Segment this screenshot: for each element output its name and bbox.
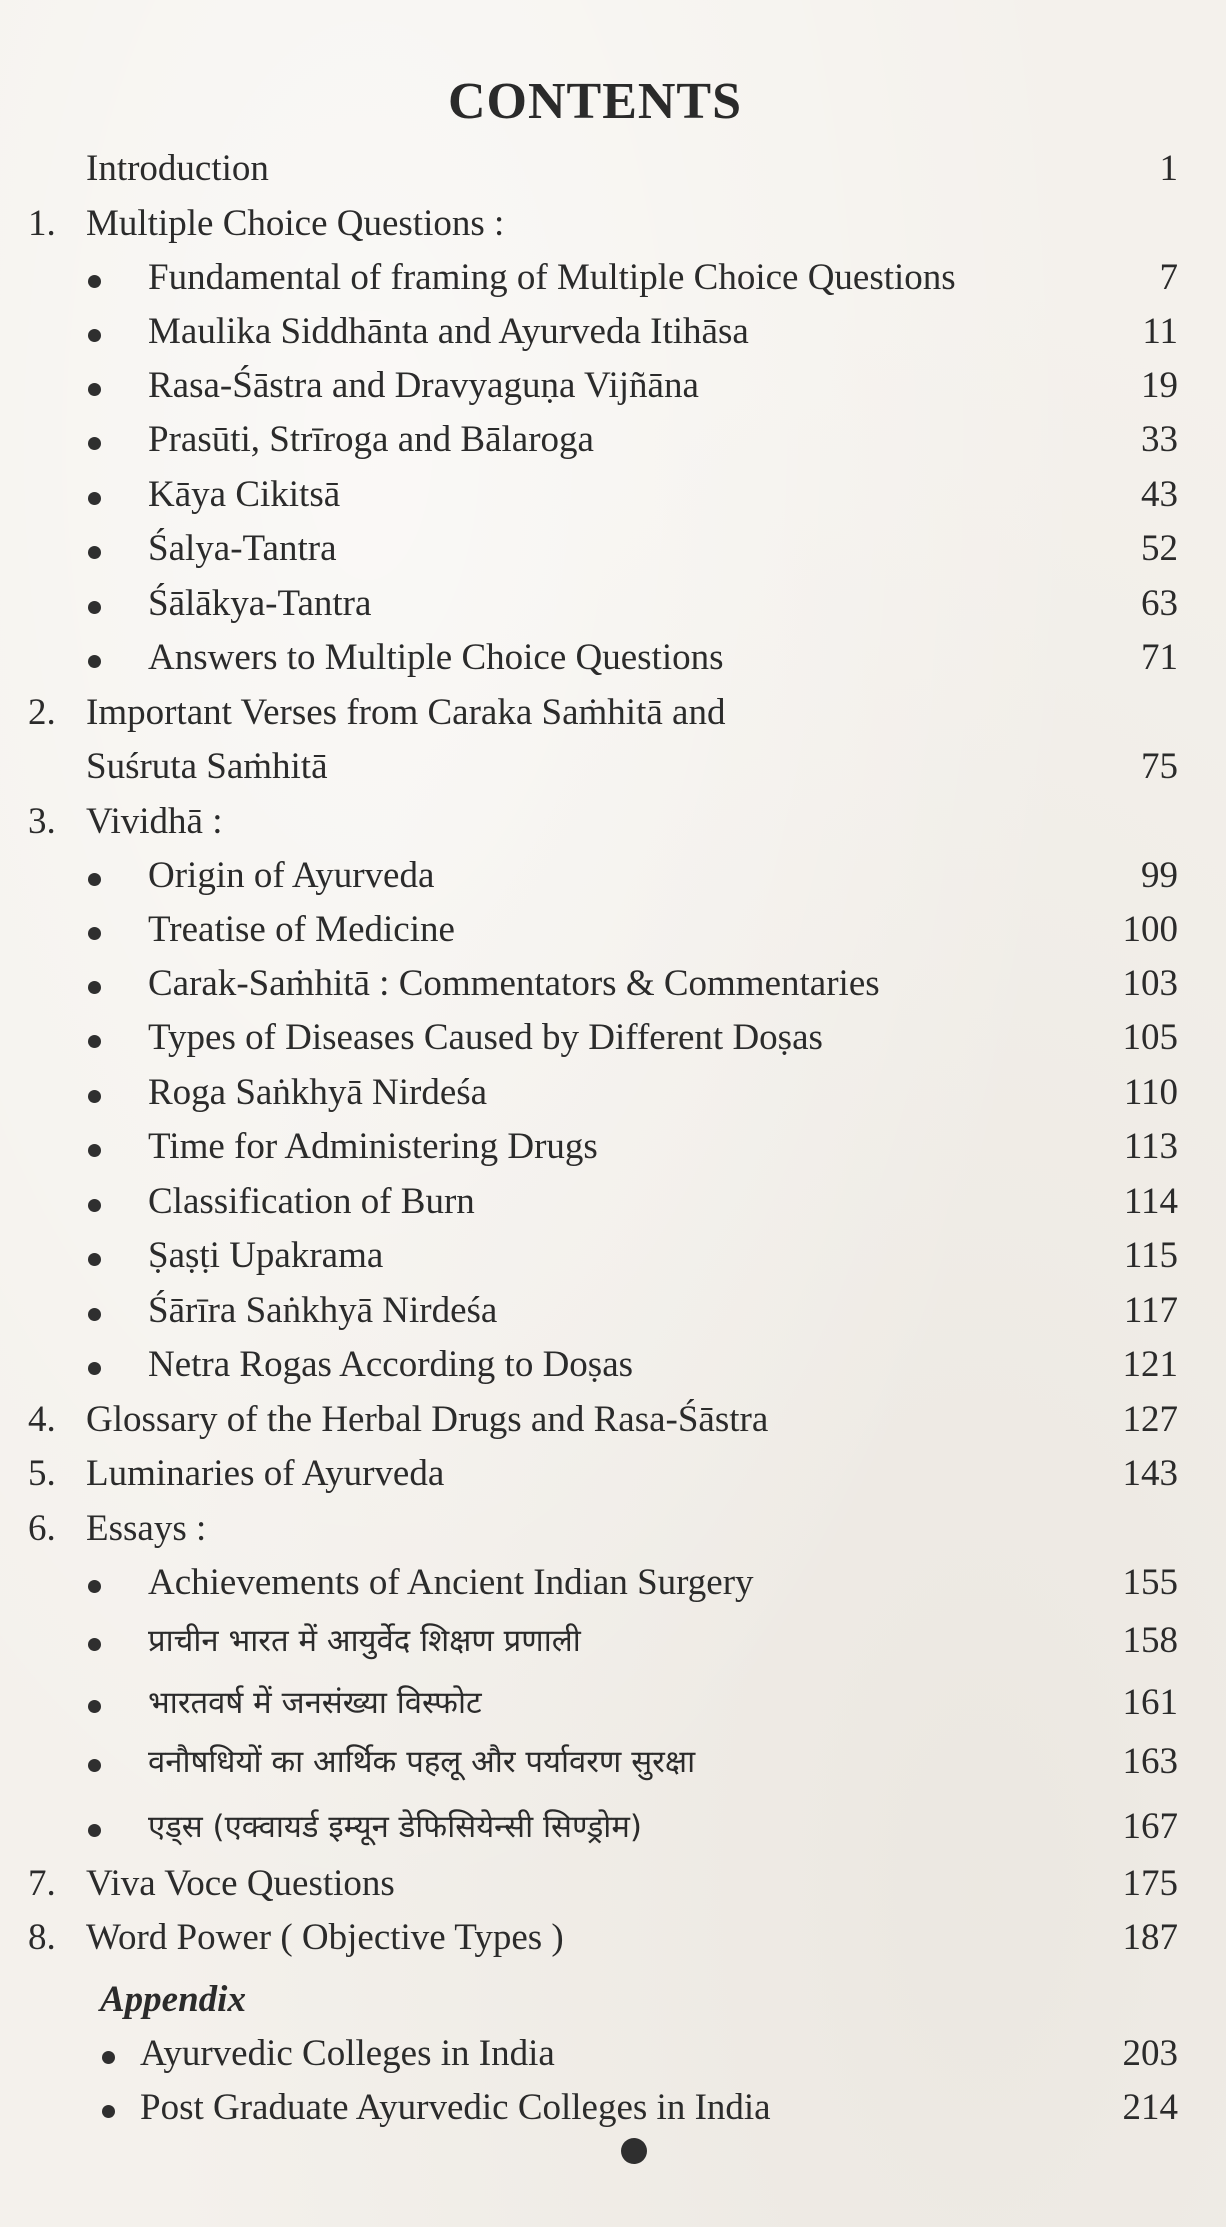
toc-entry-label: Treatise of Medicine <box>148 909 455 950</box>
bullet-icon <box>88 1035 101 1048</box>
toc-page-number: 114 <box>1123 1181 1178 1222</box>
toc-page-number: 100 <box>1122 909 1178 950</box>
toc-page-number: 63 <box>1141 583 1178 624</box>
toc-page-number: 117 <box>1123 1290 1178 1331</box>
contents-heading: CONTENTS <box>447 73 743 130</box>
bullet-icon <box>88 546 101 559</box>
toc-entry-label: Introduction <box>86 148 269 189</box>
toc-page-number: 113 <box>1123 1126 1178 1167</box>
toc-section-2[interactable] <box>0 686 1226 740</box>
section-title: Multiple Choice Questions : <box>86 203 505 244</box>
bullet-icon <box>88 1824 101 1837</box>
toc-subentry[interactable] <box>0 2081 1226 2135</box>
section-number: 2. <box>28 692 56 733</box>
toc-entry-label: Ṣaṣṭi Upakrama <box>148 1235 384 1276</box>
toc-section-7[interactable] <box>0 1857 1226 1911</box>
toc-subentry[interactable] <box>0 1066 1226 1120</box>
bullet-icon <box>88 1580 101 1593</box>
toc-entry-label: Roga Saṅkhyā Nirdeśa <box>148 1072 488 1113</box>
toc-entry-label: Types of Diseases Caused by Different Doṣas <box>148 1017 823 1058</box>
bullet-icon <box>88 1308 101 1321</box>
section-title: Glossary of the Herbal Drugs and Rasa-Śāstra <box>86 1399 769 1440</box>
toc-subentry[interactable] <box>0 1735 1226 1789</box>
section-title: Luminaries of Ayurveda <box>86 1453 445 1494</box>
toc-section-3[interactable] <box>0 795 1226 849</box>
bullet-icon <box>88 1144 101 1157</box>
section-number: 5. <box>28 1453 56 1494</box>
toc-page-number: 163 <box>1122 1741 1178 1782</box>
toc-subentry[interactable] <box>0 359 1226 413</box>
toc-subentry[interactable] <box>0 849 1226 903</box>
bullet-icon <box>88 927 101 940</box>
toc-entry-label: भारतवर्ष में जनसंख्या विस्फोट <box>148 1685 482 1721</box>
bullet-icon <box>88 655 101 668</box>
toc-section-2-continued[interactable] <box>0 740 1226 794</box>
section-number: 7. <box>28 1863 56 1904</box>
bullet-icon <box>88 1759 101 1772</box>
toc-entry-label: Śālākya-Tantra <box>148 583 372 624</box>
toc-subentry[interactable] <box>0 1229 1226 1283</box>
end-ornament-icon <box>621 2138 647 2164</box>
toc-entry-label: Śārīra Saṅkhyā Nirdeśa <box>148 1290 498 1331</box>
bullet-icon <box>88 383 101 396</box>
toc-section-6[interactable] <box>0 1502 1226 1556</box>
toc-page-number: 155 <box>1122 1562 1178 1603</box>
toc-section-4[interactable] <box>0 1393 1226 1447</box>
bullet-icon <box>88 329 101 342</box>
toc-page-number: 121 <box>1122 1344 1178 1385</box>
toc-subentry[interactable] <box>0 1800 1226 1854</box>
toc-subentry[interactable] <box>0 903 1226 957</box>
toc-entry-label: Netra Rogas According to Doṣas <box>148 1344 634 1385</box>
toc-page-number: 99 <box>1141 855 1178 896</box>
bullet-icon <box>88 601 101 614</box>
section-number: 3. <box>28 801 56 842</box>
toc-subentry[interactable] <box>0 2027 1226 2081</box>
toc-subentry[interactable] <box>0 468 1226 522</box>
toc-page-number: 75 <box>1141 746 1178 787</box>
toc-page-number: 71 <box>1141 637 1178 678</box>
toc-section-8[interactable] <box>0 1911 1226 1965</box>
toc-page-number: 214 <box>1122 2087 1178 2128</box>
toc-subentry[interactable] <box>0 522 1226 576</box>
toc-subentry[interactable] <box>0 1676 1226 1730</box>
section-number: 6. <box>28 1508 56 1549</box>
section-title: Vividhā : <box>86 801 223 842</box>
toc-subentry[interactable] <box>0 957 1226 1011</box>
toc-subentry[interactable] <box>0 631 1226 685</box>
toc-appendix-heading <box>0 1973 1226 2027</box>
bullet-icon <box>88 1700 101 1713</box>
bullet-icon <box>88 1253 101 1266</box>
toc-page-number: 1 <box>1159 148 1178 189</box>
toc-entry-label: Origin of Ayurveda <box>148 855 435 896</box>
bullet-icon <box>88 492 101 505</box>
bullet-icon <box>88 873 101 886</box>
section-title: Word Power ( Objective Types ) <box>86 1917 564 1958</box>
toc-entry-label: Prasūti, Strīroga and Bālaroga <box>148 419 594 460</box>
toc-subentry[interactable] <box>0 1120 1226 1174</box>
bullet-icon <box>88 1199 101 1212</box>
toc-subentry[interactable] <box>0 1614 1226 1668</box>
toc-page-number: 203 <box>1122 2033 1178 2074</box>
bullet-icon <box>102 2051 115 2064</box>
toc-entry-label: Rasa-Śāstra and Dravyaguṇa Vijñāna <box>148 365 699 406</box>
section-title: Important Verses from Caraka Saṁhitā and <box>86 692 726 733</box>
toc-subentry[interactable] <box>0 1284 1226 1338</box>
toc-entry-label: Ayurvedic Colleges in India <box>140 2033 555 2074</box>
toc-page-number: 52 <box>1141 528 1178 569</box>
toc-page-number: 175 <box>1122 1863 1178 1904</box>
section-title: Essays : <box>86 1508 207 1549</box>
toc-page-number: 158 <box>1122 1620 1178 1661</box>
toc-entry-label: Śalya-Tantra <box>148 528 337 569</box>
toc-page-number: 11 <box>1142 311 1178 352</box>
toc-entry-label: Time for Administering Drugs <box>148 1126 598 1167</box>
toc-section-5[interactable] <box>0 1447 1226 1501</box>
toc-page-number: 103 <box>1122 963 1178 1004</box>
toc-subentry[interactable] <box>0 1011 1226 1065</box>
toc-page-number: 7 <box>1159 257 1178 298</box>
toc-entry-label: प्राचीन भारत में आयुर्वेद शिक्षण प्रणाली <box>148 1623 581 1659</box>
section-number: 8. <box>28 1917 56 1958</box>
toc-entry-label: वनौषधियों का आर्थिक पहलू और पर्यावरण सुरक्षा <box>148 1744 696 1780</box>
toc-entry-label: एड्स (एक्वायर्ड इम्यून डेफिसियेन्सी सिण्ड्रोम) <box>148 1809 642 1845</box>
toc-entry-label: Post Graduate Ayurvedic Colleges in India <box>140 2087 771 2128</box>
toc-page-number: 33 <box>1141 419 1178 460</box>
toc-entry-label: Maulika Siddhānta and Ayurveda Itihāsa <box>148 311 749 352</box>
toc-subentry[interactable] <box>0 413 1226 467</box>
toc-page-number: 115 <box>1123 1235 1178 1276</box>
toc-subentry[interactable] <box>0 1175 1226 1229</box>
toc-page-number: 167 <box>1122 1806 1178 1847</box>
toc-page-number: 161 <box>1122 1682 1178 1723</box>
section-number: 1. <box>28 203 56 244</box>
bullet-icon <box>88 437 101 450</box>
toc-page-number: 143 <box>1122 1453 1178 1494</box>
bullet-icon <box>88 981 101 994</box>
toc-entry-label: Fundamental of framing of Multiple Choice Questions <box>148 257 956 298</box>
toc-entry-introduction[interactable] <box>0 142 1226 196</box>
toc-subentry[interactable] <box>0 1338 1226 1392</box>
toc-entry-label: Kāya Cikitsā <box>148 474 341 515</box>
toc-entry-label: Achievements of Ancient Indian Surgery <box>148 1562 754 1603</box>
toc-subentry[interactable] <box>0 577 1226 631</box>
toc-subentry[interactable] <box>0 251 1226 305</box>
section-title-continued: Suśruta Saṁhitā <box>86 746 328 787</box>
bullet-icon <box>88 1090 101 1103</box>
toc-subentry[interactable] <box>0 1556 1226 1610</box>
toc-page-number: 187 <box>1122 1917 1178 1958</box>
toc-page-number: 43 <box>1141 474 1178 515</box>
toc-entry-label: Classification of Burn <box>148 1181 475 1222</box>
bullet-icon <box>102 2105 115 2118</box>
toc-page-number: 127 <box>1122 1399 1178 1440</box>
toc-section-1[interactable] <box>0 197 1226 251</box>
bullet-icon <box>88 1362 101 1375</box>
section-number: 4. <box>28 1399 56 1440</box>
toc-page-number: 105 <box>1122 1017 1178 1058</box>
toc-page-number: 110 <box>1123 1072 1178 1113</box>
toc-entry-label: Carak-Saṁhitā : Commentators & Commentaries <box>148 963 880 1004</box>
toc-entry-label: Answers to Multiple Choice Questions <box>148 637 724 678</box>
toc-subentry[interactable] <box>0 305 1226 359</box>
section-title: Viva Voce Questions <box>86 1863 395 1904</box>
appendix-label: Appendix <box>100 1979 246 2020</box>
bullet-icon <box>88 275 101 288</box>
bullet-icon <box>88 1638 101 1651</box>
toc-page-number: 19 <box>1141 365 1178 406</box>
